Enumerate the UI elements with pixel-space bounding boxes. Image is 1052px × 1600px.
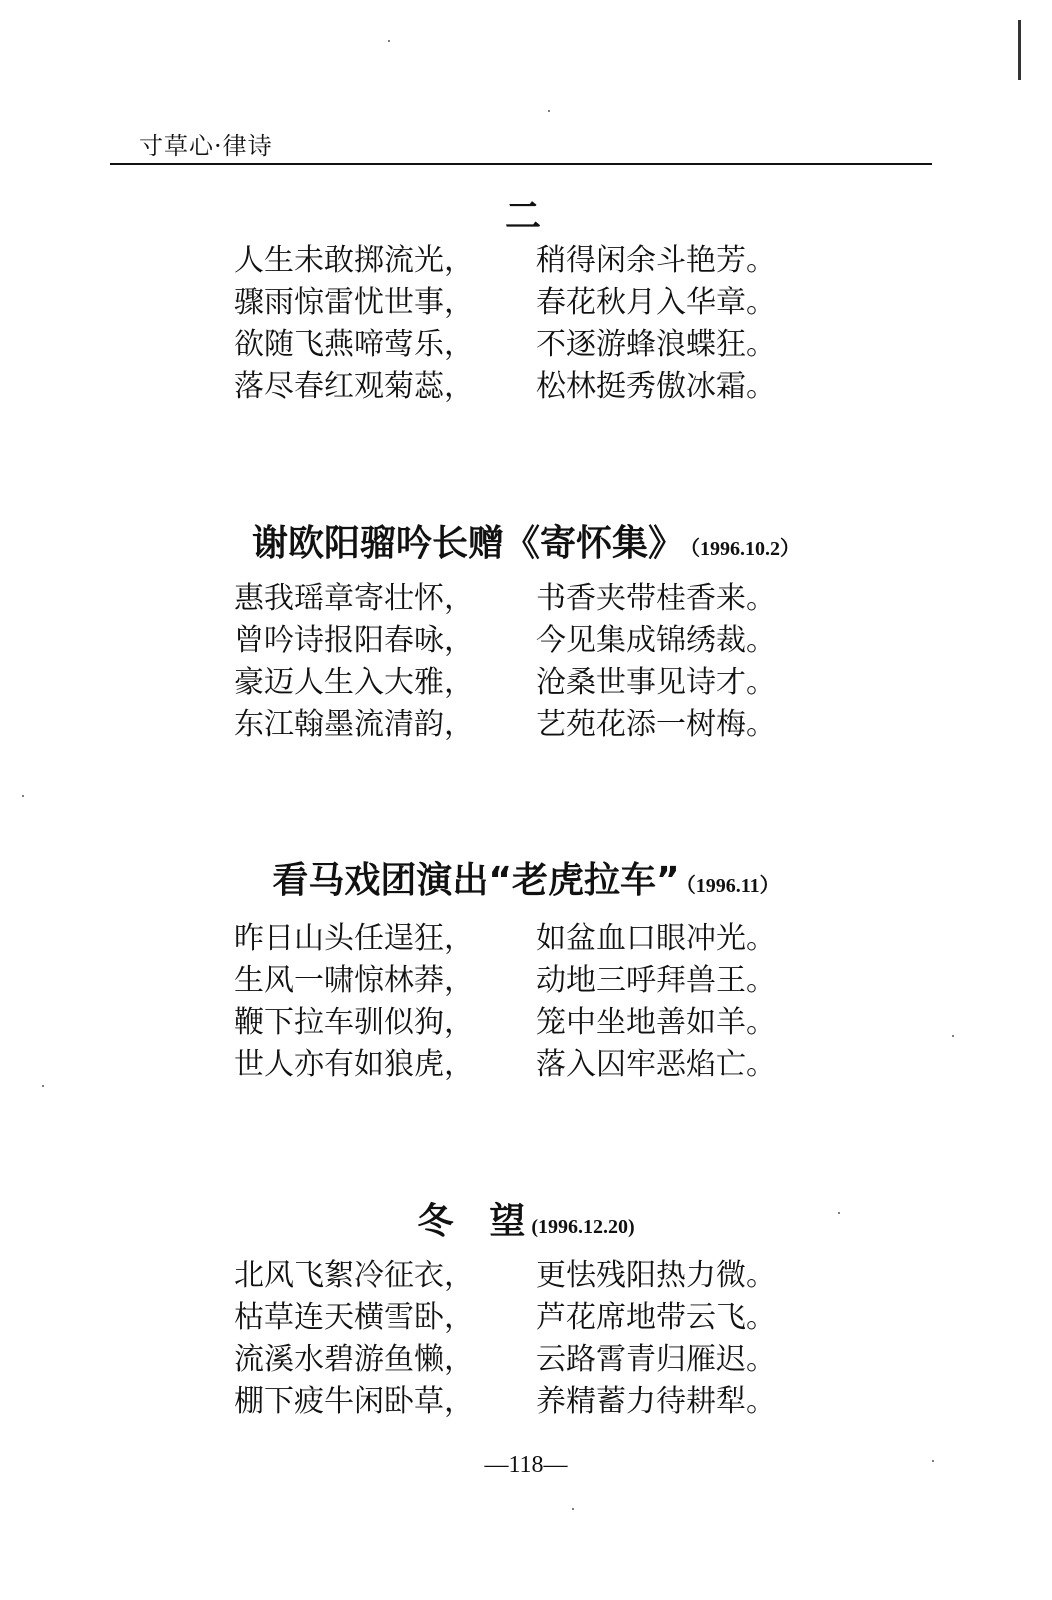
verse-line (0, 1255, 1052, 1297)
verse-first-half: 昨日山头任逞狂， (234, 921, 474, 956)
verse-second-half: 稍得闲余斗艳芳。 (536, 243, 776, 278)
verse-second-half: 云路霄青归雁迟。 (536, 1342, 776, 1377)
verse-first-half: 骤雨惊雷忧世事， (234, 285, 474, 320)
verse-second-half: 落入囚牢恶焰亡。 (536, 1047, 776, 1082)
verse-line (0, 578, 1052, 620)
verse-line (0, 1044, 1052, 1086)
running-header: 寸草心·律诗 (139, 132, 273, 160)
verse-second-half: 芦花席地带云飞。 (536, 1300, 776, 1335)
verse-line (0, 1002, 1052, 1044)
verse-first-half: 流溪水碧游鱼懒， (234, 1342, 474, 1377)
verse-first-half: 棚下疲牛闲卧草， (234, 1384, 474, 1419)
poem-title-2 (0, 188, 1052, 239)
scan-speck (838, 1212, 840, 1214)
verse-second-half: 养精蓄力待耕犁。 (536, 1384, 776, 1419)
verse-first-half: 惠我瑶章寄壮怀， (234, 581, 474, 616)
verse-first-half: 曾吟诗报阳春咏， (234, 623, 474, 658)
poem-stanza-dongwang (0, 1255, 1052, 1423)
verse-second-half: 书香夹带桂香来。 (536, 581, 776, 616)
poem-date: (1996.12.20) (531, 1216, 635, 1238)
verse-first-half: 北风飞絮冷征衣， (234, 1258, 474, 1293)
header-rule (110, 163, 932, 165)
poem-title-dongwang (0, 1193, 1052, 1244)
verse-first-half: 人生未敢掷流光， (234, 243, 474, 278)
poem-title-text: 谢欧阳骝吟长赠《寄怀集》 (251, 523, 684, 564)
scan-speck (572, 1508, 574, 1510)
poem-date: （1996.10.2） (690, 538, 800, 560)
verse-line (0, 960, 1052, 1002)
scan-speck (22, 795, 24, 797)
verse-second-half: 动地三呼拜兽王。 (536, 963, 776, 998)
verse-line (0, 1297, 1052, 1339)
poem-date: （1996.11） (685, 875, 780, 897)
verse-line (0, 662, 1052, 704)
scan-speck (42, 1085, 44, 1087)
verse-line (0, 704, 1052, 746)
verse-first-half: 鞭下拉车驯似狗， (234, 1005, 474, 1040)
verse-line (0, 282, 1052, 324)
verse-first-half: 世人亦有如狼虎， (234, 1047, 474, 1082)
scan-speck (548, 110, 550, 112)
verse-line (0, 366, 1052, 408)
verse-second-half: 不逐游蜂浪蝶狂。 (536, 327, 776, 362)
verse-second-half: 更怯残阳热力微。 (536, 1258, 776, 1293)
verse-second-half: 今见集成锦绣裁。 (536, 623, 776, 658)
verse-first-half: 生风一啸惊林莽， (234, 963, 474, 998)
page-number: —118— (484, 1452, 568, 1478)
poem-stanza-jihuaiji (0, 578, 1052, 746)
poem-title-jihuaiji (0, 515, 1052, 566)
verse-second-half: 艺苑花添一树梅。 (536, 707, 776, 742)
verse-second-half: 春花秋月入华章。 (536, 285, 776, 320)
scan-edge-mark (1018, 20, 1021, 80)
verse-line (0, 240, 1052, 282)
verse-line (0, 324, 1052, 366)
poem-title-text: 看马戏团演出“老虎拉车” (272, 860, 680, 901)
verse-first-half: 豪迈人生入大雅， (234, 665, 474, 700)
poem-title-circus (0, 852, 1052, 903)
scan-speck (388, 40, 390, 42)
verse-second-half: 如盆血口眼冲光。 (536, 921, 776, 956)
scan-speck (932, 1460, 934, 1462)
verse-first-half: 东江翰墨流清韵， (234, 707, 474, 742)
verse-first-half: 枯草连天横雪卧， (234, 1300, 474, 1335)
verse-first-half: 落尽春红观菊蕊， (234, 369, 474, 404)
poem-stanza-2 (0, 240, 1052, 408)
verse-second-half: 松林挺秀傲冰霜。 (536, 369, 776, 404)
verse-second-half: 沧桑世事见诗才。 (536, 665, 776, 700)
poem-title-text: 冬 望 (417, 1201, 526, 1242)
verse-first-half: 欲随飞燕啼莺乐， (234, 327, 474, 362)
poem-title-text: 二 (504, 196, 541, 237)
verse-line (0, 918, 1052, 960)
verse-second-half: 笼中坐地善如羊。 (536, 1005, 776, 1040)
verse-line (0, 1381, 1052, 1423)
poem-stanza-circus (0, 918, 1052, 1086)
verse-line (0, 1339, 1052, 1381)
verse-line (0, 620, 1052, 662)
scan-speck (952, 1035, 954, 1037)
